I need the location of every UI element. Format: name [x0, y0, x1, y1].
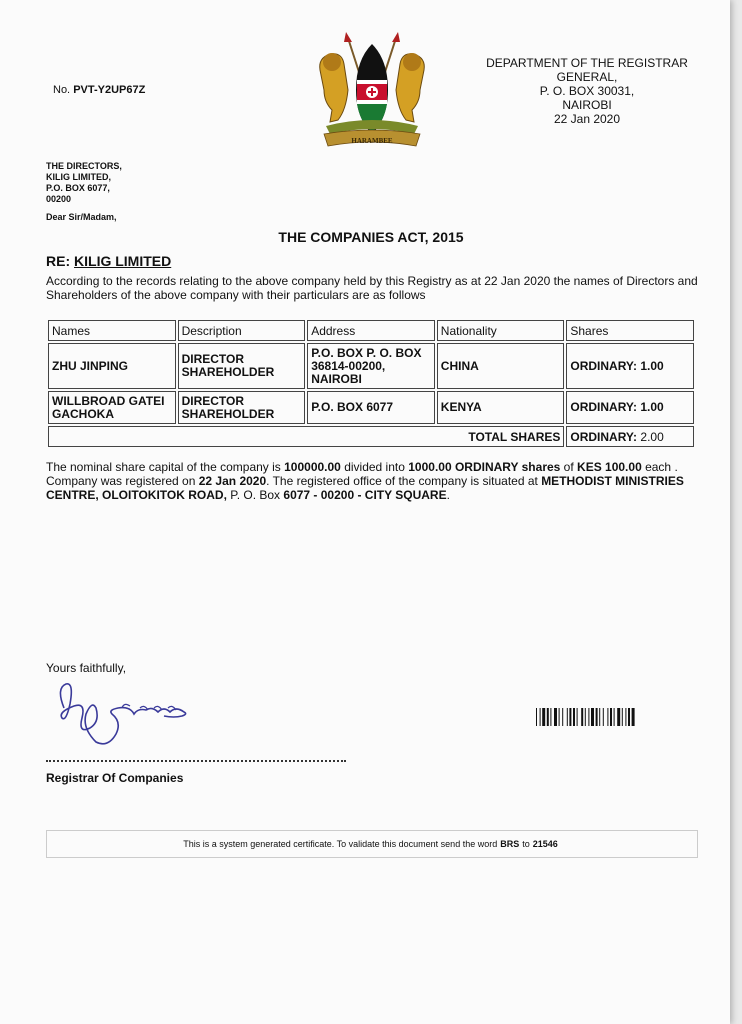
barcode-icon — [536, 708, 688, 726]
capital-amount: 100000.00 — [284, 460, 341, 474]
kenya-coat-of-arms-icon — [310, 30, 434, 150]
department-address — [470, 56, 704, 126]
addressee-line: THE DIRECTORS, — [46, 161, 122, 171]
company-name: KILIG LIMITED — [74, 253, 172, 269]
office-box: 6077 - 00200 - CITY SQUARE — [283, 488, 447, 502]
reference-value: PVT-Y2UP67Z — [73, 84, 146, 96]
column-header: Names — [48, 320, 176, 341]
description-cell: DIRECTOR SHAREHOLDER — [178, 343, 306, 389]
department-line: GENERAL, — [556, 70, 618, 84]
intro-paragraph: According to the records relating to the above company held by this Registry as at 22 Jan 2020 the names of Directors and Shareholders of the above company with their particulars are as follows — [46, 274, 698, 302]
registration-date: 22 Jan 2020 — [198, 474, 267, 488]
shares-cell: ORDINARY: 1.00 — [566, 343, 694, 389]
act-title: THE COMPANIES ACT, 2015 — [278, 229, 464, 245]
addressee-block — [46, 161, 122, 205]
shareholders-table — [46, 318, 696, 449]
table-header-row — [48, 320, 694, 341]
column-header: Description — [178, 320, 306, 341]
reference-number: No. PVT-Y2UP67Z — [53, 84, 146, 96]
nationality-cell: KENYA — [437, 391, 565, 424]
total-row — [48, 426, 694, 447]
total-value: 2.00 — [640, 429, 664, 444]
salutation: Dear Sir/Madam, — [46, 212, 117, 222]
total-cell: ORDINARY: 2.00 — [566, 426, 694, 447]
capital-paragraph: The nominal share capital of the company is 100000.00 divided into 1000.00 ORDINARY shares of KES 100.00 each . Company was registered on 22 Jan 2020. The registered office of the company is situated at METHODIST MINISTRIES CENTRE, OLOITOKITOK ROAD, P. O. Box 6077 - 00200 - CITY SQUARE. — [46, 460, 684, 502]
signature-icon — [52, 678, 192, 750]
share-count: 1000.00 ORDINARY shares — [408, 460, 561, 474]
department-line: P. O. BOX 30031, — [539, 84, 635, 98]
motto-text: HARAMBEE — [351, 137, 393, 145]
department-line: NAIROBI — [562, 98, 612, 112]
address-cell: P.O. BOX 6077 — [307, 391, 435, 424]
signature-line — [46, 760, 346, 762]
column-header: Shares — [566, 320, 694, 341]
table-row — [48, 343, 694, 389]
addressee-line: KILIG LIMITED, — [46, 172, 111, 182]
office-address: METHODIST MINISTRIES CENTRE, OLOITOKITOK ROAD, — [46, 474, 684, 502]
address-cell: P.O. BOX P. O. BOX 36814-00200, NAIROBI — [307, 343, 435, 389]
addressee-line: 00200 — [46, 194, 72, 204]
validation-word: BRS — [500, 839, 520, 849]
issue-date: 22 Jan 2020 — [553, 112, 621, 126]
column-header: Nationality — [437, 320, 565, 341]
name-cell: ZHU JINPING — [48, 343, 176, 389]
share-value: KES 100.00 — [577, 460, 642, 474]
table-row — [48, 391, 694, 424]
name-cell: WILLBROAD GATEI GACHOKA — [48, 391, 176, 424]
validation-footer: This is a system generated certificate. To validate this document send the word BRS to 21546 — [46, 830, 698, 858]
addressee-line: P.O. BOX 6077, — [46, 183, 110, 193]
registrar-title: Registrar Of Companies — [46, 771, 184, 785]
re-line: RE: KILIG LIMITED — [46, 253, 172, 269]
total-label: TOTAL SHARES — [48, 426, 564, 447]
validation-number: 21546 — [532, 839, 558, 849]
shares-cell: ORDINARY: 1.00 — [566, 391, 694, 424]
column-header: Address — [307, 320, 435, 341]
description-cell: DIRECTOR SHAREHOLDER — [178, 391, 306, 424]
closing-text: Yours faithfully, — [46, 661, 127, 675]
nationality-cell: CHINA — [437, 343, 565, 389]
department-line: DEPARTMENT OF THE REGISTRAR — [486, 56, 688, 70]
